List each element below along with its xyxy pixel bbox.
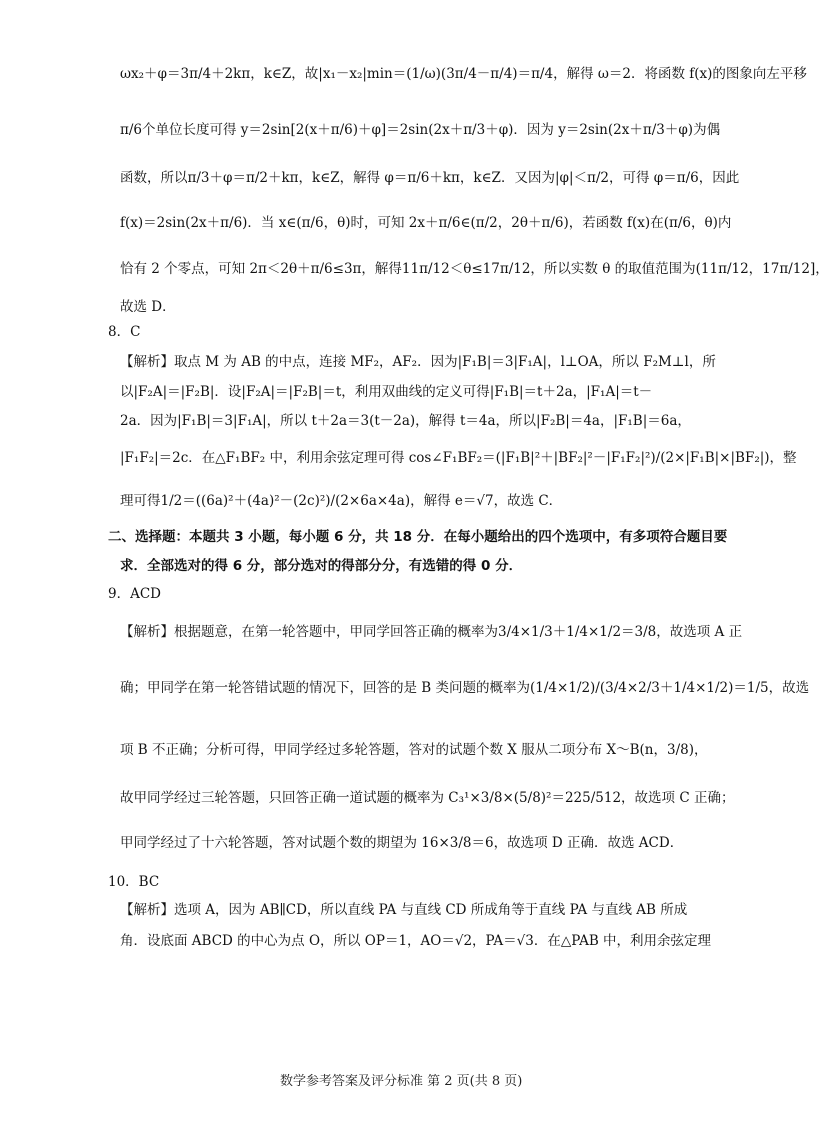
text-line: π/6个单位长度可得 y＝2sin[2(x＋π/6)＋φ]＝2sin(2x＋π/3＋φ)．因为 y＝2sin(2x＋π/3＋φ)为偶 [120, 122, 721, 138]
footer-text: 数学参考答案及评分标准 第 2 页(共 8 页) [280, 1074, 523, 1089]
text-line: 2a．因为|F₁B|＝3|F₁A|，所以 t＋2a＝3(t－2a)，解得 t＝4a，所以|F₂B|＝4a，|F₁B|＝6a， [120, 413, 691, 429]
text-line: 以|F₂A|＝|F₂B|．设|F₂A|＝|F₂B|＝t，利用双曲线的定义可得|F₁B|＝t＋2a，|F₁A|＝t－ [120, 384, 653, 400]
text-line: |F₁F₂|＝2c．在△F₁BF₂ 中，利用余弦定理可得 cos∠F₁BF₂＝(|F₁B|²＋|BF₂|²－|F₁F₂|²)/(2×|F₁B|×|BF₂|)，整 [120, 450, 797, 466]
text-line: 【解析】选项 A，因为 AB∥CD，所以直线 PA 与直线 CD 所成角等于直线 PA 与直线 AB 所成 [120, 902, 688, 918]
text-line: 故选 D． [120, 299, 176, 315]
text-line: 函数，所以π/3＋φ＝π/2＋kπ，k∈Z，解得 φ＝π/6＋kπ，k∈Z．又因为|φ|＜π/2，可得 φ＝π/6，因此 [120, 170, 740, 186]
page-footer [280, 1074, 580, 1092]
text-line: 恰有 2 个零点，可知 2π＜2θ＋π/6≤3π，解得11π/12＜θ≤17π/12，所以实数 θ 的取值范围为(11π/12，17π/12]， [120, 261, 829, 277]
text-line: 角．设底面 ABCD 的中心为点 O，所以 OP＝1，AO＝√2，PA＝√3．在△PAB 中，利用余弦定理 [120, 933, 712, 949]
text-line: 故甲同学经过三轮答题，只回答正确一道试题的概率为 C₃¹×3/8×(5/8)²＝225/512，故选项 C 正确； [120, 790, 735, 806]
text-line: 理可得1/2＝((6a)²＋(4a)²－(2c)²)/(2×6a×4a)，解得 e＝√7，故选 C． [120, 493, 563, 509]
text-line: 确；甲同学在第一轮答错试题的情况下，回答的是 B 类问题的概率为(1/4×1/2)/(3/4×2/3＋1/4×1/2)＝1/5，故选 [120, 680, 810, 696]
answer-label: 10．BC [108, 874, 160, 890]
section-heading: 二、选择题：本题共 3 小题，每小题 6 分，共 18 分．在每小题给出的四个选项中，有多项符合题目要 [108, 529, 728, 545]
text-line: f(x)＝2sin(2x＋π/6)．当 x∈(π/6，θ)时，可知 2x＋π/6∈(π/2，2θ＋π/6)，若函数 f(x)在(π/6，θ)内 [120, 215, 732, 231]
section-heading: 求．全部选对的得 6 分，部分选对的得部分分，有选错的得 0 分． [120, 558, 523, 574]
text-line: 项 B 不正确；分析可得，甲同学经过多轮答题，答对的试题个数 X 服从二项分布 X～B(n，3/8)， [120, 742, 708, 758]
answer-label: 8．C [108, 324, 141, 340]
text-line: 甲同学经过了十六轮答题，答对试题个数的期望为 16×3/8＝6，故选项 D 正确．故选 ACD． [120, 835, 684, 851]
answer-label: 9．ACD [108, 586, 161, 602]
text-line: 【解析】根据题意，在第一轮答题中，甲同学回答正确的概率为3/4×1/3＋1/4×1/2＝3/8，故选项 A 正 [120, 624, 743, 640]
text-line: 【解析】取点 M 为 AB 的中点，连接 MF₂，AF₂．因为|F₁B|＝3|F₁A|，l⊥OA，所以 F₂M⊥l，所 [120, 354, 716, 370]
text-line: ωx₂＋φ＝3π/4＋2kπ，k∈Z，故|x₁－x₂|min＝(1/ω)(3π/4－π/4)＝π/4，解得 ω＝2．将函数 f(x)的图象向左平移 [120, 66, 807, 82]
